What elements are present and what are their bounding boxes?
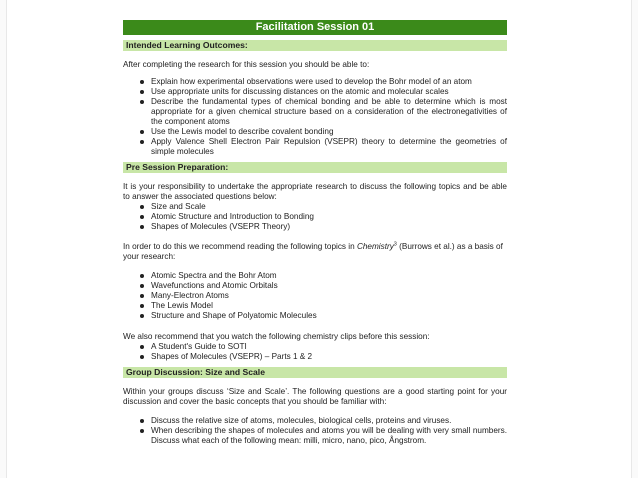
reading-book-title: Chemistry (356, 242, 394, 251)
list-item: The Lewis Model (151, 301, 507, 311)
list-item: Shapes of Molecules (VSEPR Theory) (151, 222, 507, 232)
list-item: Use the Lewis model to describe covalent bonding (151, 127, 507, 137)
list-item: When describing the shapes of molecules and atoms you will be dealing with very small numbers. Discuss what each of the following mean: milli, micro, nano, pico, Ångstrom. (151, 426, 507, 445)
list-item: Explain how experimental observations were used to develop the Bohr model of an atom (151, 77, 507, 87)
list-item: Use appropriate units for discussing distances on the atomic and molecular scales (151, 87, 507, 97)
outcomes-list (123, 77, 507, 157)
discussion-list (123, 416, 507, 446)
list-item: Size and Scale (151, 202, 507, 212)
section-heading-outcomes: Intended Learning Outcomes: (123, 40, 507, 51)
topics-list (123, 202, 507, 232)
list-item: Apply Valence Shell Electron Pair Repulsion (VSEPR) theory to determine the geometries of simple molecules (151, 137, 507, 156)
list-item: A Student's Guide to SOTI (151, 342, 507, 352)
clips-list (123, 342, 507, 362)
list-item: Shapes of Molecules (VSEPR) – Parts 1 & 2 (151, 352, 507, 362)
right-frame-edge (631, 0, 638, 478)
list-item: Many-Electron Atoms (151, 291, 507, 301)
reading-list (123, 271, 507, 321)
document-title: Facilitation Session 01 (123, 20, 507, 35)
section-heading-preparation: Pre Session Preparation: (123, 162, 507, 173)
list-item: Atomic Spectra and the Bohr Atom (151, 271, 507, 281)
list-item: Describe the fundamental types of chemical bonding and be able to determine which is most appropriate for a given chemical structure based on a consideration of the electronegativities of the component atoms (151, 97, 507, 126)
preparation-intro: It is your responsibility to undertake the appropriate research to discuss the following topics and be able to answer the associated questions below: (123, 182, 507, 201)
document-page (123, 20, 507, 446)
outcomes-intro: After completing the research for this session you should be able to: (123, 60, 370, 69)
discussion-intro: Within your groups discuss ‘Size and Scale’. The following questions are a good starting point for your discussion and cover the basic concepts that you should be familiar with: (123, 387, 507, 406)
list-item: Discuss the relative size of atoms, molecules, biological cells, proteins and viruses. (151, 416, 507, 426)
list-item: Atomic Structure and Introduction to Bonding (151, 212, 507, 222)
reading-intro-start: In order to do this we recommend reading the following topics in (123, 242, 357, 251)
clips-intro: We also recommend that you watch the following chemistry clips before this session: (123, 332, 430, 341)
list-item: Structure and Shape of Polyatomic Molecules (151, 311, 507, 321)
reading-intro (123, 242, 507, 262)
reading-intro-end: (Burrows et al.) as a basis of your research: (123, 242, 503, 261)
section-heading-discussion: Group Discussion: Size and Scale (123, 367, 507, 378)
left-frame-edge (0, 0, 7, 478)
reading-reference-number: 3 (393, 241, 397, 248)
list-item: Wavefunctions and Atomic Orbitals (151, 281, 507, 291)
